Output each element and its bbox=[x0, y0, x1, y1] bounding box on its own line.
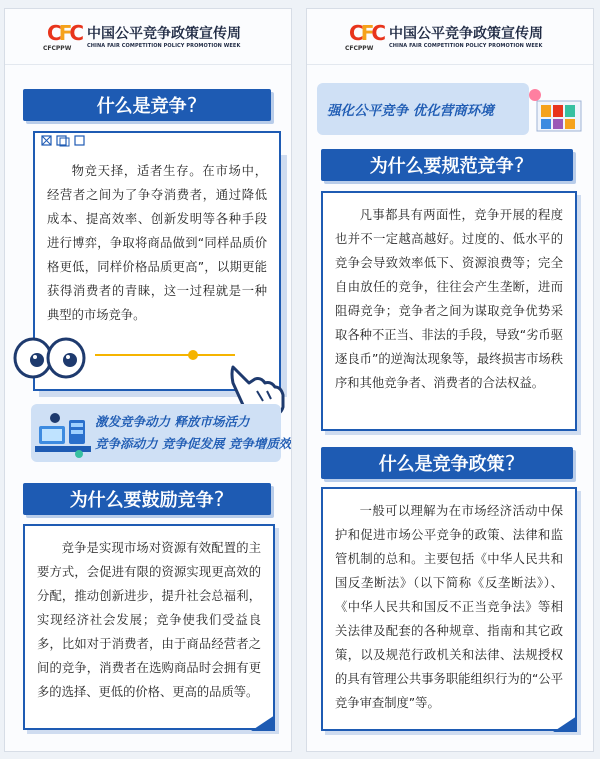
header-divider bbox=[5, 64, 291, 65]
card-why-regulate-competition bbox=[321, 191, 577, 431]
card-window-bar bbox=[33, 131, 281, 149]
question-mark: ? bbox=[213, 487, 225, 511]
section-title-text: 为什么要鼓励竞争 bbox=[69, 490, 214, 511]
right-panel bbox=[306, 8, 594, 752]
header-left bbox=[5, 13, 291, 59]
window-controls-icon bbox=[41, 135, 101, 147]
slogan-line-1: 激发竞争动力 释放市场活力 bbox=[95, 414, 250, 429]
card-text: 凡事都具有两面性，竞争开展的程度也并不一定越高越好。过度的、低水平的竞争会导致效率低下、资源浪费等；完全自由放任的竞争，往往会产生垄断，进而阻碍竞争；竞争者之间为谋取竞争优势采取各种不正当、非法的手段，导致“劣币驱逐良币”的逆淘汰现象等，最终损害市场秩序和其他竞争者、消费者的合法权益。 bbox=[335, 208, 563, 390]
progress-slider-icon bbox=[95, 349, 235, 361]
shopping-goods-illustration-icon bbox=[527, 81, 589, 135]
logo-mark-icon: CFC bbox=[349, 21, 384, 45]
section-title-what-is-competition-policy bbox=[321, 447, 573, 479]
header-en-title: CHINA FAIR COMPETITION POLICY PROMOTION WEEK bbox=[87, 43, 241, 49]
logo-abbr: CFCPPW bbox=[345, 45, 374, 52]
question-mark: ? bbox=[186, 93, 198, 117]
page-fold-icon bbox=[553, 716, 579, 734]
header-en-title: CHINA FAIR COMPETITION POLICY PROMOTION WEEK bbox=[389, 43, 543, 49]
left-panel bbox=[4, 8, 292, 752]
card-why-encourage-competition bbox=[23, 524, 275, 730]
section-title-text: 为什么要规范竞争 bbox=[369, 156, 514, 177]
header-cn-title: 中国公平竞争政策宣传周 bbox=[87, 26, 241, 42]
header-divider bbox=[307, 64, 593, 65]
cartoon-eyes-icon bbox=[11, 334, 91, 382]
logo-mark-icon: CFC bbox=[47, 21, 82, 45]
question-mark: ? bbox=[513, 153, 525, 177]
cfcppw-logo bbox=[345, 21, 384, 52]
card-what-is-competition-policy bbox=[321, 487, 577, 731]
logo-abbr: CFCPPW bbox=[43, 45, 72, 52]
slogan-banner-right bbox=[317, 83, 529, 135]
section-title-text: 什么是竞争政策 bbox=[378, 454, 505, 475]
page-fold-icon bbox=[251, 715, 277, 733]
question-mark: ? bbox=[504, 451, 516, 475]
slogan-line-2: 竞争添动力 竞争促发展 竞争增质效 bbox=[95, 436, 292, 451]
slogan-banner-left bbox=[31, 404, 292, 462]
header-cn-title: 中国公平竞争政策宣传周 bbox=[389, 26, 543, 42]
card-text: 一般可以理解为在市场经济活动中保护和促进市场公平竞争的政策、法律和监管机制的总和。主要包括《中华人民共和国反垄断法》（以下简称《反垄断法》）、《中华人民共和国反不正当竞争法》等相关法律及配套的各种规章、指南和其它政策，以及规范行政机关和法律、法规授权的具有管理公共事务职能组织行为的“公平竞争审查制度”等。 bbox=[335, 504, 563, 710]
banner-text: 强化公平竞争 优化营商环境 bbox=[327, 103, 494, 119]
section-title-text: 什么是竞争 bbox=[96, 96, 187, 117]
card-text: 竞争是实现市场对资源有效配置的主要方式，会促进有限的资源实现更高效的分配，推动创新进步，提升社会总福利，实现经济社会发展；竞争使我们受益良多，比如对于消费者，由于商品经营者之间的竞争，消费者在选购商品时会拥有更多的选择、更低的价格、更高的品质等。 bbox=[37, 541, 261, 699]
section-title-why-encourage-competition bbox=[23, 483, 271, 515]
card-text: 物竞天择，适者生存。在市场中，经营者之间为了争夺消费者，通过降低成本、提高效率、创新发明等各种手段进行博弈，争取将商品做到“同样品质价格更低，同样价格品质更高”，以期更能获得消费者的青睐，这一过程就是一种典型的市场竞争。 bbox=[47, 164, 267, 322]
section-title-why-regulate-competition bbox=[321, 149, 573, 181]
section-title-what-is-competition bbox=[23, 89, 271, 121]
cfcppw-logo bbox=[43, 21, 82, 52]
header-right bbox=[307, 13, 593, 59]
office-team-illustration-icon bbox=[33, 406, 95, 460]
